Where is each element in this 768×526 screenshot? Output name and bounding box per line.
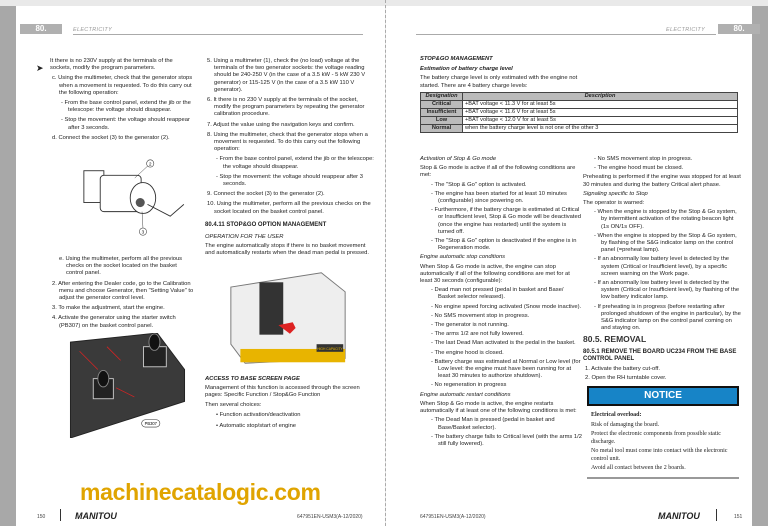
bullet: - Dead man not pressed (pedal in basket and Base/ Basket selector released). [431,287,564,301]
step-2: 2. Open the RH turntable cover. [585,375,667,382]
step-d: d. Connect the socket (3) to the generator (2). [52,134,170,141]
notice-line: No metal tool must come into contact with the electronic control unit. [591,448,728,462]
manitou-logo: MANITOU [658,511,700,521]
callout-2: 2 [148,161,152,167]
bullet: - If an abnormally low battery level is detected by the system (Critical or Insufficient level), by a specific screen warning on the Work page. [594,256,730,277]
footer-divider [716,509,717,521]
restart-heading: Engine automatic restart conditions [420,391,511,398]
signaling-heading: Signaling specific to Stop [583,190,648,197]
stop-text: When Stop & Go mode is active, the engine can stop automatically if all of the following conditions are met for at least 30 seconds (configurable): [420,263,570,285]
step-7: 7. Adjust the value using the navigation keys and confirm. [207,121,355,128]
step-3: 3. To make the adjustment, start the engine. [52,305,165,312]
bullet: - Battery charge was estimated at Normal or Low level (for Low level: the engine must have been running for at least 30 minutes to authorize shutdown). [431,358,581,380]
page-edge-strip [752,6,768,526]
notice-title: Electrical overload: [591,412,642,419]
section-heading: 80.4.11 STOP&GO OPTION MANAGEMENT [205,221,327,228]
bullet: - Stop the movement: the voltage should reappear after 3 seconds. [216,173,363,188]
left-column-1 [50,58,195,438]
pb307-label: PB307 [144,421,157,427]
doc-code: 647951EN-USM3(A-12/2020) [297,514,363,520]
signaling-text: The operator is warned: [583,200,645,207]
header-rule [73,34,363,35]
activation-text: Stop & Go mode is active if all of the following conditions are met: [420,165,576,179]
bullet: - Furthermore, if the battery charge is estimated at Critical or Insufficient level, Stop & Go mode will be deactivated (once the engine has restarted) until the system is turned off. [431,207,581,235]
intro-text: It there is no 230V supply at the terminals of the sockets, modify the program parameters. [50,58,173,72]
estimation-heading: Estimation of battery charge level [420,66,513,73]
bullet: - From the base control panel, extend the jib or the telescope: the voltage should disappear. [216,156,374,170]
estimation-text: The battery charge level is only estimated with the engine not started. There are 4 battery charge levels: [420,75,578,89]
battery-section [420,54,738,133]
step-e: e. Using the multimeter, perform all the previous checks on the socket located on the basket control panel. [59,256,183,277]
manitou-logo: MANITOU [75,511,117,521]
step-2: 2. After entering the Dealer code, go to the Calibration menu and choose Generator, then "Setting Value" to adjust the generator control level. [52,280,194,302]
activation-heading: Activation of Stop & Go mode [420,156,497,162]
bullet: - When the engine is stopped by the Stop & Go system, by flashing of the S&G indicator lamp on the control panel (=preheat lamp). [594,232,737,254]
access-text: Management of this function is accessed through the screen pages: Specific Function / Stop&Go Function [205,384,360,399]
bullet: - The Dead Man is pressed (pedal in basket and Base/Basket selector). [431,417,555,431]
bullet: - If an abnormally low battery level is detected by the system (Critical or Insufficient level), by flashing of the low battery indicator lamp. [594,280,740,301]
step-c: c. Using the multimeter, check that the generator stops when a movement is requested. To do this carry out the following operation: [52,75,193,96]
battery-levels-table [420,92,738,133]
step-5: 5. Using a multimeter (1), check the (no load) voltage at the terminals of the two generator sockets: the voltage reading should be 240-250 V (in the case of a 3.5 kW - 5 kW 230 V generator) or 115-125 V (in the case of a 3.5 kW 110 V generator). [207,58,366,93]
bullet: - No SMS movement stop in progress. [594,156,693,162]
table-row: Insufficient +BAT voltage < 11.6 V for at least 5s [421,108,738,116]
notice-line: Avoid all contact between the 2 boards. [591,464,686,471]
removal-heading: 80.5. REMOVAL [583,334,647,345]
generator-illustration [50,148,195,248]
page-edge-strip [0,6,16,526]
choice: • Automatic stop/start of engine [216,422,297,429]
left-column-2 [205,58,375,433]
section-number: 80. [718,24,760,34]
choice: • Function activation/deactivation [216,412,301,419]
header-rule [416,34,716,35]
bullet: - No engine speed forcing activated (Snow mode inactive). [431,303,582,310]
bullet: - If preheating is in progress (before restarting after prolonged shutdown of the engine in particular), by the S&G indicator lamp on the control panel coming on and staying on. [594,303,741,332]
paragraph: The engine automatically stops if there is no basket movement and automatically restarts when the dead man pedal is pressed. [205,243,370,257]
basket-illustration [223,268,353,368]
stopgo-heading: STOP&GO MANAGEMENT [420,56,493,62]
bullet: - The "Stop & Go" option is deactivated if the engine is in Regeneration mode. [431,238,577,252]
mouse-cursor-icon: ➤ [36,63,44,73]
bullet: - The battery charge falls to Critical level (with the arms 1/2 still fully lowered). [431,433,582,447]
bullet: - The generator is not running. [431,322,509,329]
callout-3: 3 [141,229,145,235]
section-title: ELECTRICITY [73,27,113,33]
bullet: - From the base control panel, extend the jib or the telescope: the voltage should disappear. [61,100,191,114]
section-number: 80. [20,24,62,34]
bullet: - No SMS movement stop in progress. [431,312,530,319]
notice-banner: NOTICE [587,386,739,406]
notice-body [587,412,739,479]
access-heading: ACCESS TO BASE SCREEN PAGE [205,375,300,382]
table-row: Critical +BAT voltage < 11.3 V for at least 5s [421,100,738,108]
right-column-1 [420,156,582,450]
bullet: - No regeneration in progress [431,382,507,389]
bullet: - The arms 1/2 are not fully lowered. [431,331,524,338]
step-4: 4. Activate the generator using the starter switch (PB307) on the basket control panel. [52,315,176,329]
col-header: Description [463,92,738,100]
basket-label: HIGH CAPACITY [317,346,343,351]
stop-heading: Engine automatic stop conditions [420,254,506,261]
preheat-text: Preheating is performed if the engine was stopped for at least 30 minutes and during the battery Critical alert phase. [583,174,741,188]
footer-divider [60,509,61,521]
step-10: 10. Using the multimeter, perform all the previous checks on the socket located on the basket control panel. [207,201,371,215]
col-header: Designation [421,92,463,100]
bullet: - The last Dead Man activated is the pedal in the basket. [431,340,576,347]
right-page [386,6,768,526]
left-page [0,6,385,526]
bullet: - The engine hood is closed. [431,349,504,356]
notice-line: Risk of damaging the board. [591,421,660,428]
section-title: ELECTRICITY [666,27,706,33]
bullet: - The engine hood must be closed. [594,165,684,172]
bullet: - The "Stop & Go" option is activated. [431,181,527,188]
choices-intro: Then several choices: [205,402,262,409]
step-8: 8. Using the multimeter, check that the generator stops when a movement is requested. To do this carry out the following operation: [207,131,368,153]
step-9: 9. Connect the socket (3) to the generator (2). [207,191,325,198]
bullet: - Stop the movement: the voltage should reappear after 3 seconds. [61,117,190,131]
subheading: OPERATION FOR THE USER [205,234,284,241]
bullet: - When the engine is stopped by the Stop & Go system, by intermittent activation of the rotating beacon light (1s ON/1s OFF). [594,209,737,230]
step-1: 1. Activate the battery cut-off. [585,366,660,373]
doc-code: 647951EN-USM3(A-12/2020) [420,514,486,520]
right-column-2 [583,156,743,479]
page-number: 151 [734,514,743,520]
removal-subheading: 80.5.1 REMOVE THE BOARD UC234 FROM THE BASE CONTROL PANEL [583,348,737,362]
page-number: 150 [37,514,46,520]
restart-text: When Stop & Go mode is active, the engine restarts automatically if at least one of the following conditions is met: [420,400,577,415]
table-row: Low +BAT voltage < 12.0 V for at least 5s [421,116,738,124]
notice-line: Protect the electronic components from possible static discharge. [591,431,721,445]
table-row: Normal when the battery charge level is not one of the other 3 [421,124,738,132]
step-6: 6. It there is no 230 V supply at the terminals of the socket, modify the program parameters by repeating the generator calibration procedure. [207,97,365,118]
control-panel-illustration [65,333,190,438]
watermark: machinecatalogic.com [80,479,321,505]
bullet: - The engine has been started for at least 10 minutes (configurable) since powering on. [431,190,567,205]
